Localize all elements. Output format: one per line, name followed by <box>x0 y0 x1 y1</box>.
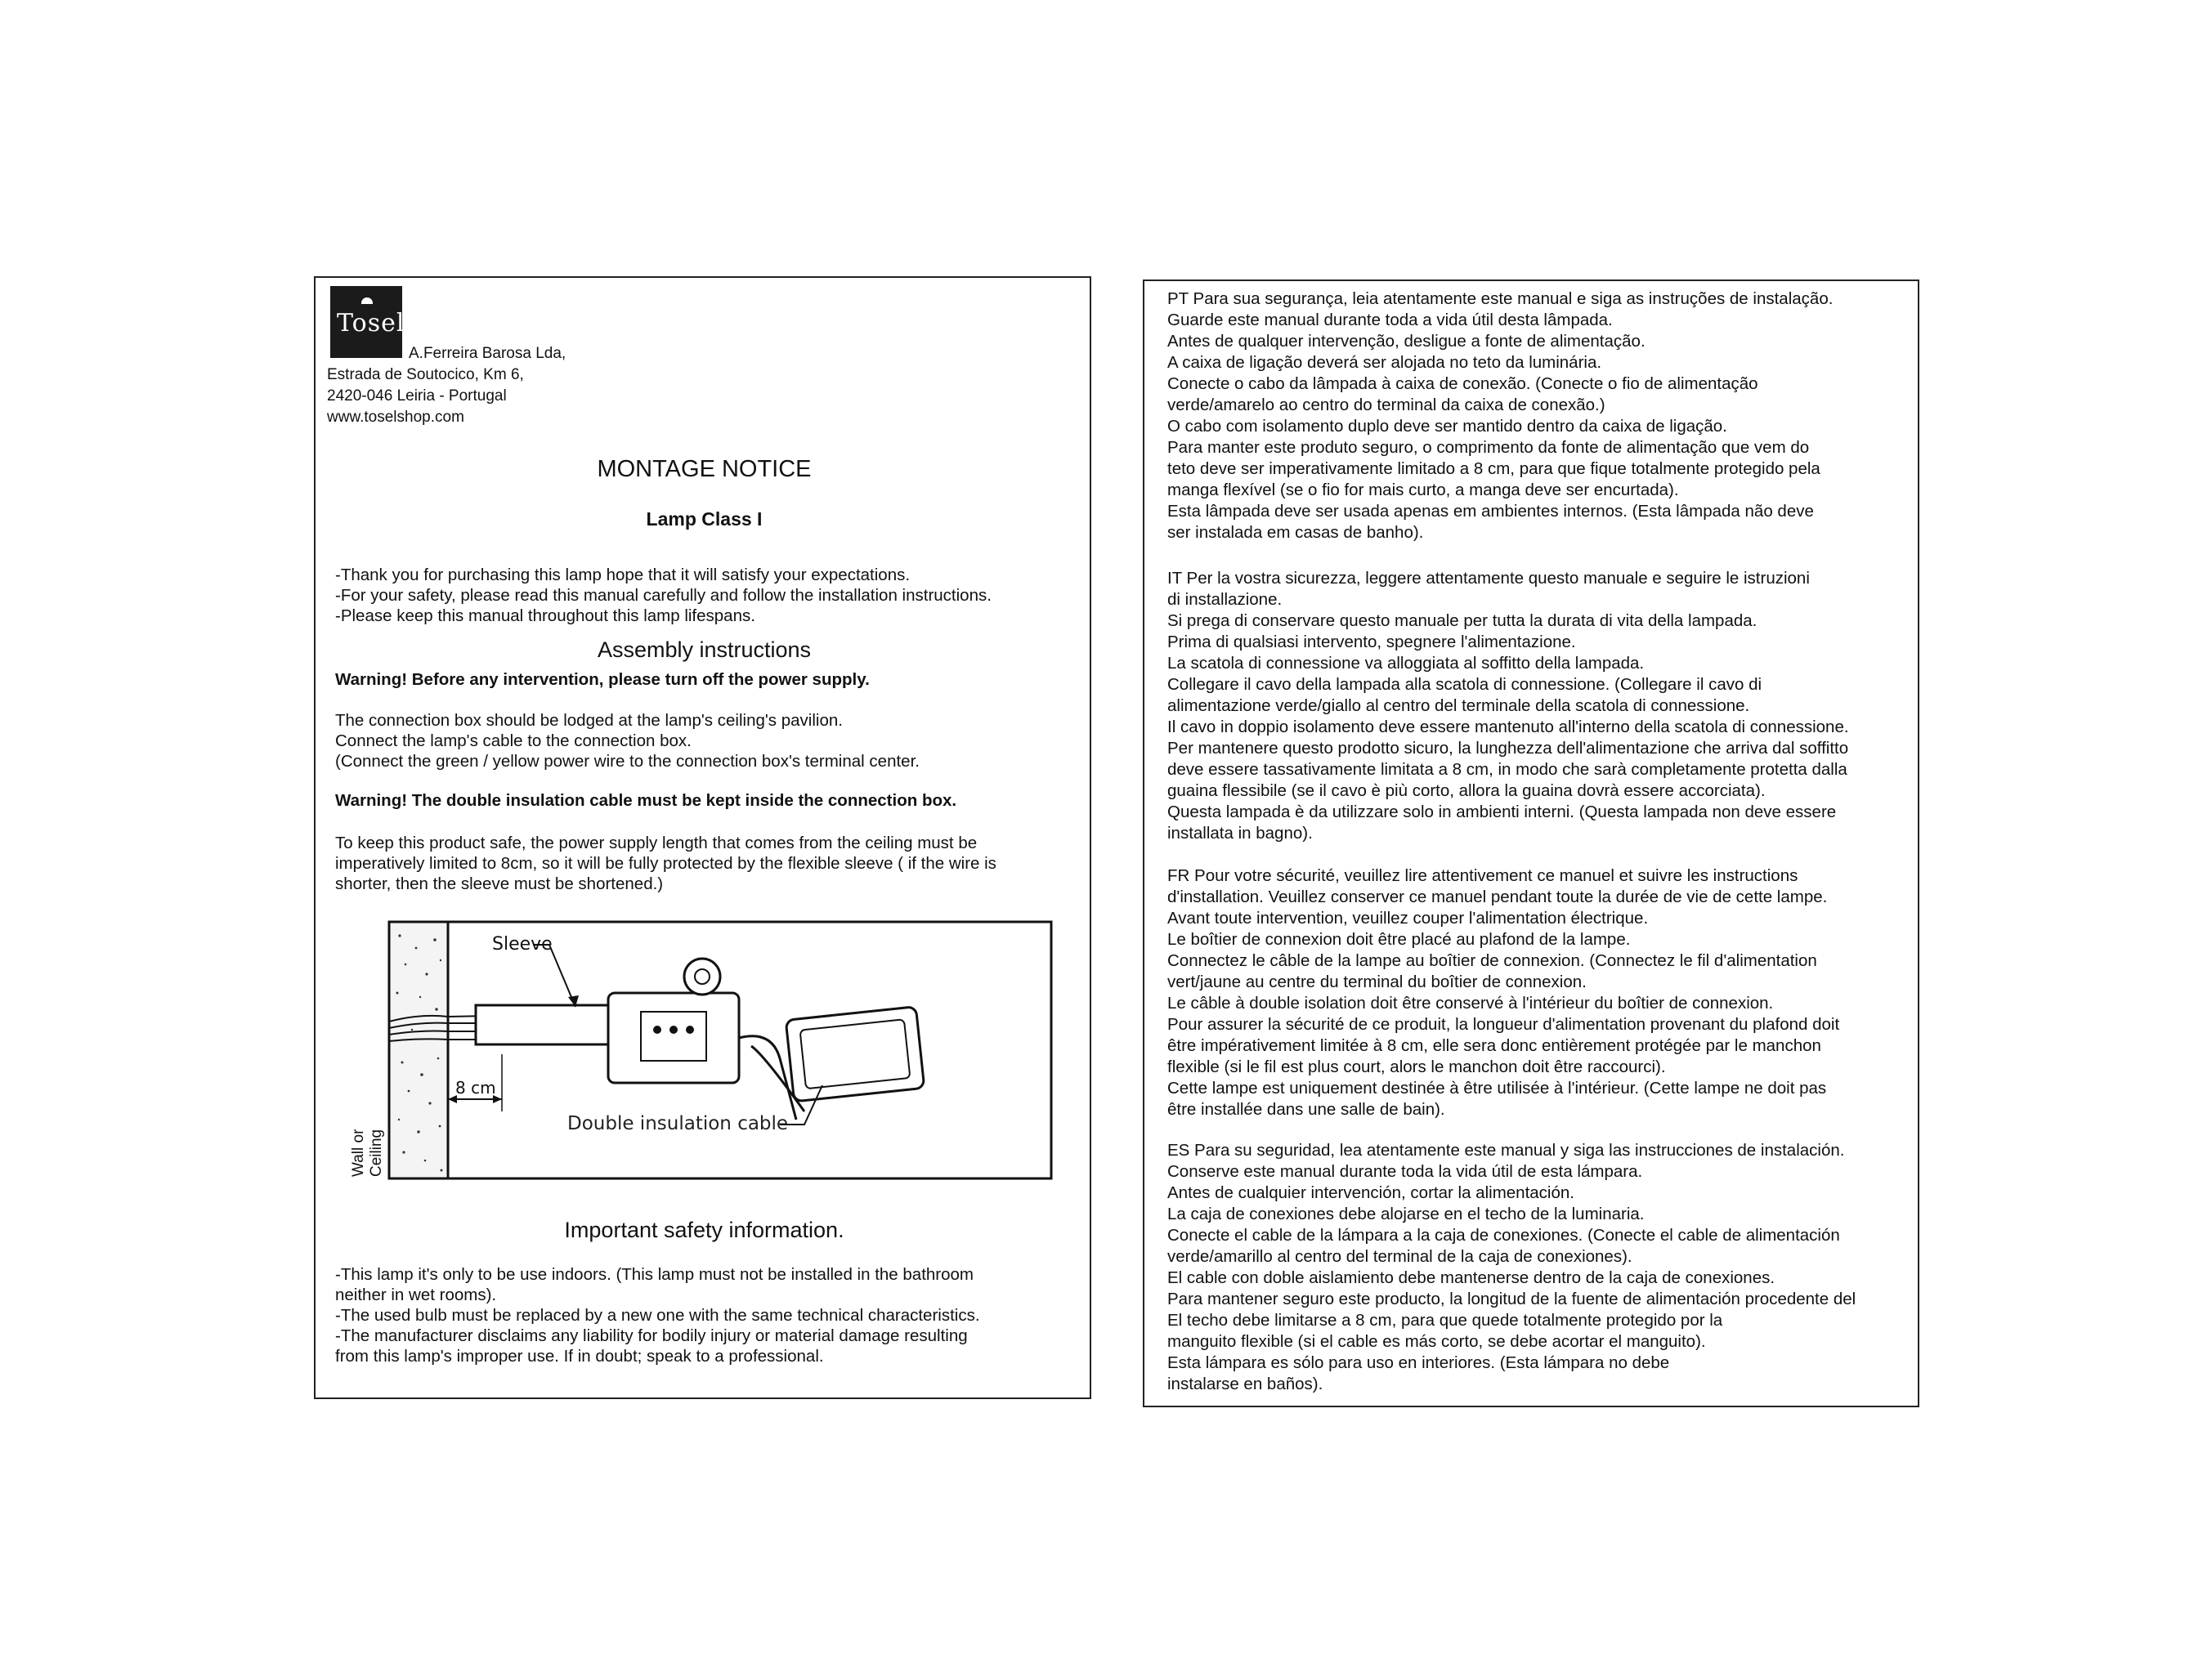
fr-line: Cette lampe est uniquement destinée à être utilisée à l'intérieur. (Cette lampe ne doit pas <box>1167 1079 1827 1098</box>
it-line: IT Per la vostra sicurezza, leggere attentamente questo manuale e seguire le istruzioni <box>1167 569 1810 588</box>
wall-label-1: Wall or <box>350 1129 367 1177</box>
es-line: instalarse en baños). <box>1167 1375 1323 1393</box>
it-line: di installazione. <box>1167 590 1283 609</box>
pt-line: manga flexível (se o fio for mais curto, a manga deve ser encurtada). <box>1167 481 1679 499</box>
pt-line: PT Para sua segurança, leia atentamente este manual e siga as instruções de instalação. <box>1167 289 1834 308</box>
fr-line: être impérativement limitée à 8 cm, elle sera donc entièrement protégée par le manchon <box>1167 1036 1821 1055</box>
intro-line: -For your safety, please read this manual carefully and follow the installation instructions. <box>335 586 992 605</box>
company-name: A.Ferreira Barosa Lda, <box>409 345 566 362</box>
sleeve-shape <box>476 1005 615 1044</box>
page-title: MONTAGE NOTICE <box>597 456 812 482</box>
it-line: Questa lampada è da utilizzare solo in ambienti interni. (Questa lampada non deve essere <box>1167 803 1837 821</box>
installation-diagram <box>338 915 1058 1193</box>
it-line: Collegare il cavo della lampada alla scatola di connessione. (Collegare il cavo di <box>1167 675 1762 694</box>
right-panel <box>1143 279 1919 1407</box>
safety-line: -The manufacturer disclaims any liability for bodily injury or material damage resulting <box>335 1326 968 1345</box>
fr-line: Avant toute intervention, veuillez couper l'alimentation électrique. <box>1167 909 1649 928</box>
safety-title: Important safety information. <box>564 1218 844 1242</box>
es-line: La caja de conexiones debe alojarse en el techo de la luminaria. <box>1167 1205 1645 1223</box>
connection-line: The connection box should be lodged at the lamp's ceiling's pavilion. <box>335 711 843 730</box>
it-line: Si prega di conservare questo manuale per tutta la durata di vita della lampada. <box>1167 611 1758 630</box>
length-line: To keep this product safe, the power supply length that comes from the ceiling must be <box>335 834 978 852</box>
intro-line: -Please keep this manual throughout this lamp lifespans. <box>335 606 755 625</box>
pt-line: verde/amarelo ao centro do terminal da caixa de conexão.) <box>1167 396 1605 414</box>
lamp-icon <box>361 297 373 304</box>
pt-line: O cabo com isolamento duplo deve ser mantido dentro da caixa de ligação. <box>1167 417 1727 436</box>
warning-insulation: Warning! The double insulation cable must be kept inside the connection box. <box>335 791 957 810</box>
fr-line: vert/jaune au centre du terminal du boîtier de connexion. <box>1167 973 1587 991</box>
it-line: Il cavo in doppio isolamento deve essere mantenuto all'interno della scatola di connessione. <box>1167 718 1849 736</box>
it-line: La scatola di connessione va alloggiata al soffitto della lampada. <box>1167 654 1645 673</box>
pt-line: teto deve ser imperativamente limitado a 8 cm, para que fique totalmente protegido pela <box>1167 459 1820 478</box>
address-line: 2420-046 Leiria - Portugal <box>327 387 507 405</box>
warning-power: Warning! Before any intervention, please turn off the power supply. <box>335 670 870 689</box>
it-line: installata in bagno). <box>1167 824 1313 843</box>
es-line: Antes de cualquier intervención, cortar la alimentación. <box>1167 1183 1574 1202</box>
distance-label: 8 cm <box>455 1078 496 1098</box>
lamp-class: Lamp Class I <box>646 508 763 530</box>
fr-line: FR Pour votre sécurité, veuillez lire attentivement ce manuel et suivre les instructions <box>1167 866 1798 885</box>
safety-line: from this lamp's improper use. If in doubt; speak to a professional. <box>335 1347 824 1366</box>
wall-label-2: Ceiling <box>368 1129 385 1177</box>
es-line: manguito flexible (si el cable es más corto, se debe acortar el manguito). <box>1167 1332 1706 1351</box>
it-line: alimentazione verde/giallo al centro del terminale della scatola di connessione. <box>1167 696 1750 715</box>
fr-line: Le boîtier de connexion doit être placé au plafond de la lampe. <box>1167 930 1631 949</box>
es-line: El cable con doble aislamiento debe mantenerse dentro de la caja de conexiones. <box>1167 1268 1775 1287</box>
it-line: Per mantenere questo prodotto sicuro, la lunghezza dell'alimentazione che arriva dal soffitto <box>1167 739 1849 758</box>
fr-line: être installée dans une salle de bain). <box>1167 1100 1445 1119</box>
pt-line: ser instalada em casas de banho). <box>1167 523 1424 542</box>
pt-line: Guarde este manual durante toda a vida útil desta lâmpada. <box>1167 311 1613 329</box>
cable-label: Double insulation cable <box>567 1113 789 1134</box>
es-line: Conecte el cable de la lámpara a la caja de conexiones. (Conecte el cable de alimentación <box>1167 1226 1840 1245</box>
es-line: El techo debe limitarse a 8 cm, para que quede totalmente protegido por la <box>1167 1311 1723 1330</box>
length-line: imperatively limited to 8cm, so it will be fully protected by the flexible sleeve ( if the wire is <box>335 854 996 873</box>
website: www.toselshop.com <box>327 409 464 426</box>
es-line: Conserve este manual durante toda la vida útil de esta lámpara. <box>1167 1162 1643 1181</box>
it-line: guaina flessibile (se il cavo è più corto, allora la guaina dovrà essere accorciata). <box>1167 781 1766 800</box>
es-line: ES Para su seguridad, lea atentamente este manual y siga las instrucciones de instalación. <box>1167 1141 1845 1160</box>
safety-line: -This lamp it's only to be use indoors. (This lamp must not be installed in the bathroom <box>335 1265 974 1284</box>
es-line: verde/amarillo al centro del terminal de la caja de conexiones). <box>1167 1247 1632 1266</box>
assembly-title: Assembly instructions <box>597 637 812 662</box>
fr-line: Pour assurer la sécurité de ce produit, la longueur d'alimentation provenant du plafond doit <box>1167 1015 1840 1034</box>
intro-line: -Thank you for purchasing this lamp hope that it will satisfy your expectations. <box>335 566 911 584</box>
pt-line: Esta lâmpada deve ser usada apenas em ambientes internos. (Esta lâmpada não deve <box>1167 502 1814 521</box>
connection-line: Connect the lamp's cable to the connection box. <box>335 731 692 750</box>
logo-text: Tosel <box>337 309 405 338</box>
fr-line: Connectez le câble de la lampe au boîtier de connexion. (Connectez le fil d'alimentation <box>1167 951 1817 970</box>
es-line: Esta lámpara es sólo para uso en interiores. (Esta lámpara no debe <box>1167 1353 1670 1372</box>
it-line: Prima di qualsiasi intervento, spegnere l'alimentazione. <box>1167 633 1576 651</box>
tosel-logo <box>330 286 405 358</box>
pt-line: Para manter este produto seguro, o comprimento da fonte de alimentação que vem do <box>1167 438 1810 457</box>
pt-line: Antes de qualquer intervenção, desligue a fonte de alimentação. <box>1167 332 1646 351</box>
sleeve-label: Sleeve <box>492 934 553 955</box>
fr-line: d'installation. Veuillez conserver ce manuel pendant toute la durée de vie de cette lampe. <box>1167 888 1828 906</box>
pt-line: Conecte o cabo da lâmpada à caixa de conexão. (Conecte o fio de alimentação <box>1167 374 1758 393</box>
left-panel <box>314 276 1091 1399</box>
safety-line: -The used bulb must be replaced by a new one with the same technical characteristics. <box>335 1306 980 1325</box>
safety-line: neither in wet rooms). <box>335 1286 497 1304</box>
length-line: shorter, then the sleeve must be shortened.) <box>335 874 664 893</box>
fr-line: flexible (si le fil est plus court, alors le manchon doit être raccourci). <box>1167 1058 1666 1076</box>
connection-line: (Connect the green / yellow power wire to the connection box's terminal center. <box>335 752 920 771</box>
wall-section <box>389 922 448 1178</box>
fr-line: Le câble à double isolation doit être conservé à l'intérieur du boîtier de connexion. <box>1167 994 1774 1013</box>
es-line: Para mantener seguro este producto, la longitud de la fuente de alimentación procedente del <box>1167 1290 1856 1308</box>
address-line: Estrada de Soutocico, Km 6, <box>327 366 524 383</box>
pt-line: A caixa de ligação deverá ser alojada no teto da luminária. <box>1167 353 1602 372</box>
it-line: deve essere tassativamente limitata a 8 cm, in modo che sarà completamente protetta dalla <box>1167 760 1847 779</box>
